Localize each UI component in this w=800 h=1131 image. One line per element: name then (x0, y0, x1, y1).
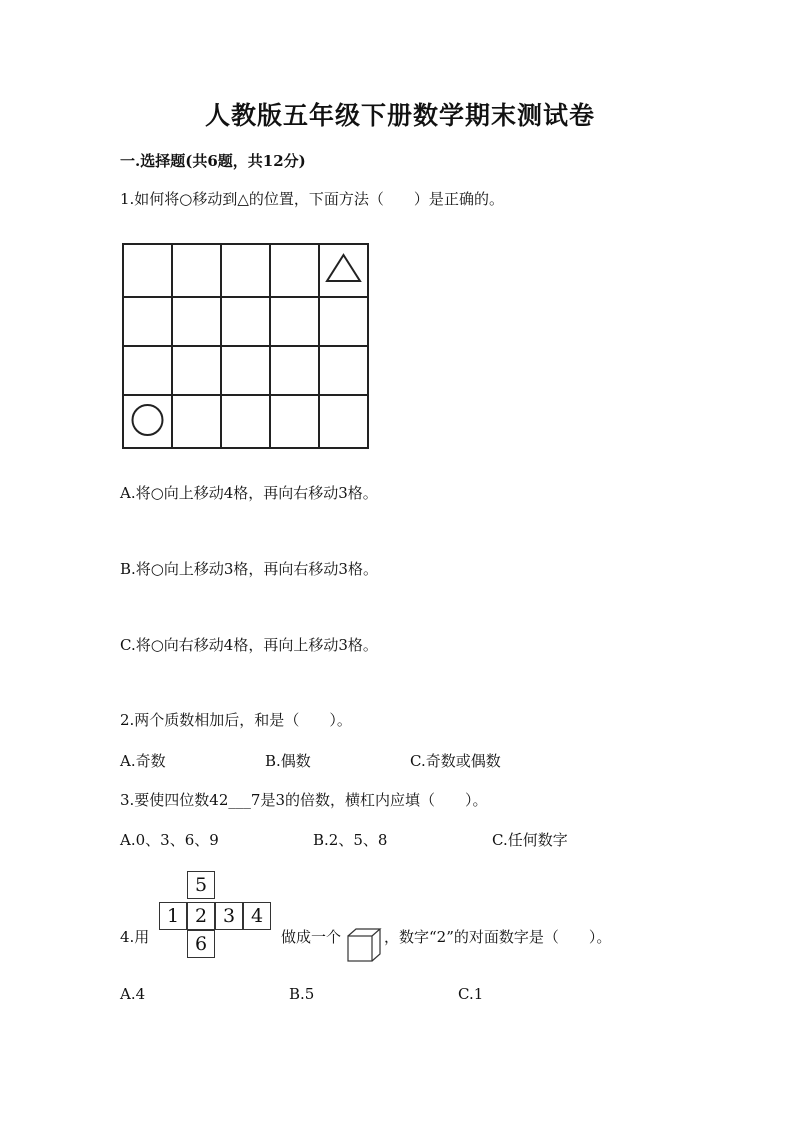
grid-row (123, 244, 368, 297)
net-face-bottom: 6 (187, 930, 215, 958)
grid-cell (319, 244, 368, 297)
question-4-middle: 做成一个 (281, 928, 342, 946)
grid-cell (172, 244, 221, 297)
section-heading: 一.选择题(共6题，共12分) (120, 152, 306, 170)
grid-cell (123, 244, 172, 297)
q1-option-a: A.将○向上移动4格，再向右移动3格。 (120, 484, 378, 502)
movement-grid (122, 243, 369, 449)
question-1-stem: 1.如何将○移动到△的位置，下面方法（ ）是正确的。 (120, 190, 504, 208)
grid-cell (221, 395, 270, 448)
question-3-stem: 3.要使四位数42___7是3的倍数，横杠内应填（ ）。 (120, 791, 488, 809)
grid-cell (221, 297, 270, 346)
grid-cell (270, 297, 319, 346)
net-face: 3 (215, 902, 243, 930)
grid-cell (123, 346, 172, 395)
grid-cell (172, 395, 221, 448)
net-face: 4 (243, 902, 271, 930)
grid-cell (319, 346, 368, 395)
grid-cell (270, 346, 319, 395)
grid-cell (270, 244, 319, 297)
cube-icon (346, 928, 382, 964)
triangle-icon (320, 245, 367, 292)
grid-cell (270, 395, 319, 448)
question-2-stem: 2.两个质数相加后，和是（ ）。 (120, 711, 352, 729)
q4-option-c: C.1 (458, 985, 484, 1003)
grid-cell (221, 346, 270, 395)
net-face: 1 (159, 902, 187, 930)
grid-cell (319, 395, 368, 448)
q4-option-a: A.4 (120, 985, 146, 1003)
q3-option-c: C.任何数字 (492, 831, 568, 849)
q2-option-c: C.奇数或偶数 (410, 752, 501, 770)
q4-option-b: B.5 (289, 985, 315, 1003)
grid-cell (319, 297, 368, 346)
grid-cell (172, 346, 221, 395)
grid-cell (172, 297, 221, 346)
grid-row (123, 346, 368, 395)
q2-option-b: B.偶数 (265, 752, 311, 770)
question-4-suffix: ，数字“2”的对面数字是（ ）。 (384, 928, 612, 946)
document-title: 人教版五年级下册数学期末测试卷 (204, 101, 595, 130)
q3-option-a: A.0、3、6、9 (120, 831, 219, 849)
cube-net (158, 871, 278, 961)
q1-option-c: C.将○向右移动4格，再向上移动3格。 (120, 636, 378, 654)
net-face-top: 5 (187, 871, 215, 899)
question-4-prefix: 4.用 (120, 928, 150, 946)
circle-icon (124, 396, 171, 443)
grid-cell (221, 244, 270, 297)
grid-cell (123, 297, 172, 346)
grid-row (123, 297, 368, 346)
net-face: 2 (187, 902, 215, 930)
grid-row (123, 395, 368, 448)
grid-cell (123, 395, 172, 448)
q2-option-a: A.奇数 (120, 752, 166, 770)
q1-option-b: B.将○向上移动3格，再向右移动3格。 (120, 560, 378, 578)
q3-option-b: B.2、5、8 (313, 831, 388, 849)
